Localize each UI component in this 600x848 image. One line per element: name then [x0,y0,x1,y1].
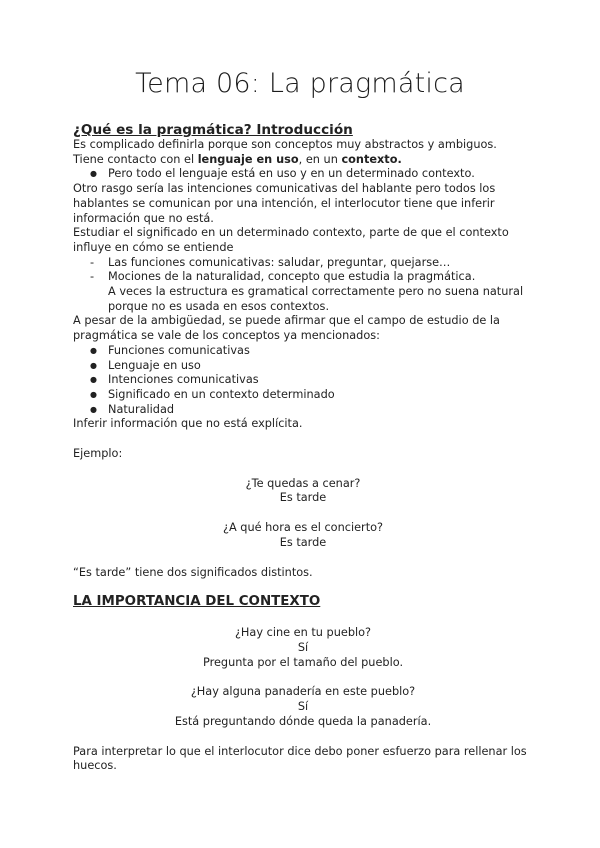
list-item: ● Intenciones comunicativas [73,373,533,388]
section-heading-introduccion: ¿Qué es la pragmática? Introducción [73,122,353,138]
example-answer: Es tarde [279,491,327,505]
page-title: Tema 06: La pragmática [135,68,465,99]
list-item: ● Pero todo el lenguaje está en uso y en un determinado contexto. [73,167,533,182]
example-question: ¿A qué hora es el concierto? [222,521,384,535]
bold-text: lenguaje en uso [197,152,299,166]
bold-text: contexto. [341,152,402,166]
example-answer: Es tarde [279,535,327,549]
paragraph: A pesar de la ambigüedad, se puede afirmar que el campo de estudio de la pragmática se vale de los conceptos ya mencionados: [73,314,500,343]
text: , en un [298,152,342,166]
indented-paragraph: A veces la estructura es gramatical correctamente pero no suena natural porque no es usada en esos contextos. [108,285,524,313]
example-question: ¿Te quedas a cenar? [245,476,361,490]
list-item: ● Funciones comunicativas [73,344,533,359]
text: Es complicado definirla porque son conceptos muy abstractos y ambiguos. [73,138,497,151]
paragraph: Otro rasgo sería las intenciones comunicativas del hablante pero todos los hablantes se comunican por una intención, el interlocutor tiene que inferir información que no está. [73,182,496,225]
list-item: - Las funciones comunicativas: saludar, preguntar, quejarse… [73,256,533,271]
paragraph: Para interpretar lo que el interlocutor dice debo poner esfuerzo para rellenar los huecos. [73,744,527,773]
example-question: ¿Hay alguna panadería en este pueblo? [190,685,416,699]
example-answer: Sí [297,640,309,654]
list-item: ● Lenguaje en uso [73,359,533,374]
dash-list [73,256,533,285]
list-item: - Mociones de la naturalidad, concepto que estudia la pragmática. [73,270,533,285]
example-answer: Sí [297,700,309,714]
concept-list [73,344,533,418]
paragraph: Inferir información que no está explícita. [73,417,303,431]
text: Tiene contacto con el [73,152,198,166]
section-heading-contexto: LA IMPORTANCIA DEL CONTEXTO [73,594,321,610]
example-note: Pregunta por el tamaño del pueblo. [202,655,404,669]
paragraph [73,138,533,167]
paragraph: Estudiar el significado en un determinado contexto, parte de que el contexto influye en cómo se entiende [73,226,509,254]
list-item: ● Significado en un contexto determinado [73,388,533,403]
example-note: Está preguntando dónde queda la panadería. [174,714,432,728]
paragraph: “Es tarde” tiene dos significados distintos. [73,565,313,579]
example-question: ¿Hay cine en tu pueblo? [234,626,372,640]
example-label: Ejemplo: [73,447,123,461]
list-item: ● Naturalidad [73,403,533,418]
bullet-list [73,167,533,182]
document-body [73,122,533,774]
